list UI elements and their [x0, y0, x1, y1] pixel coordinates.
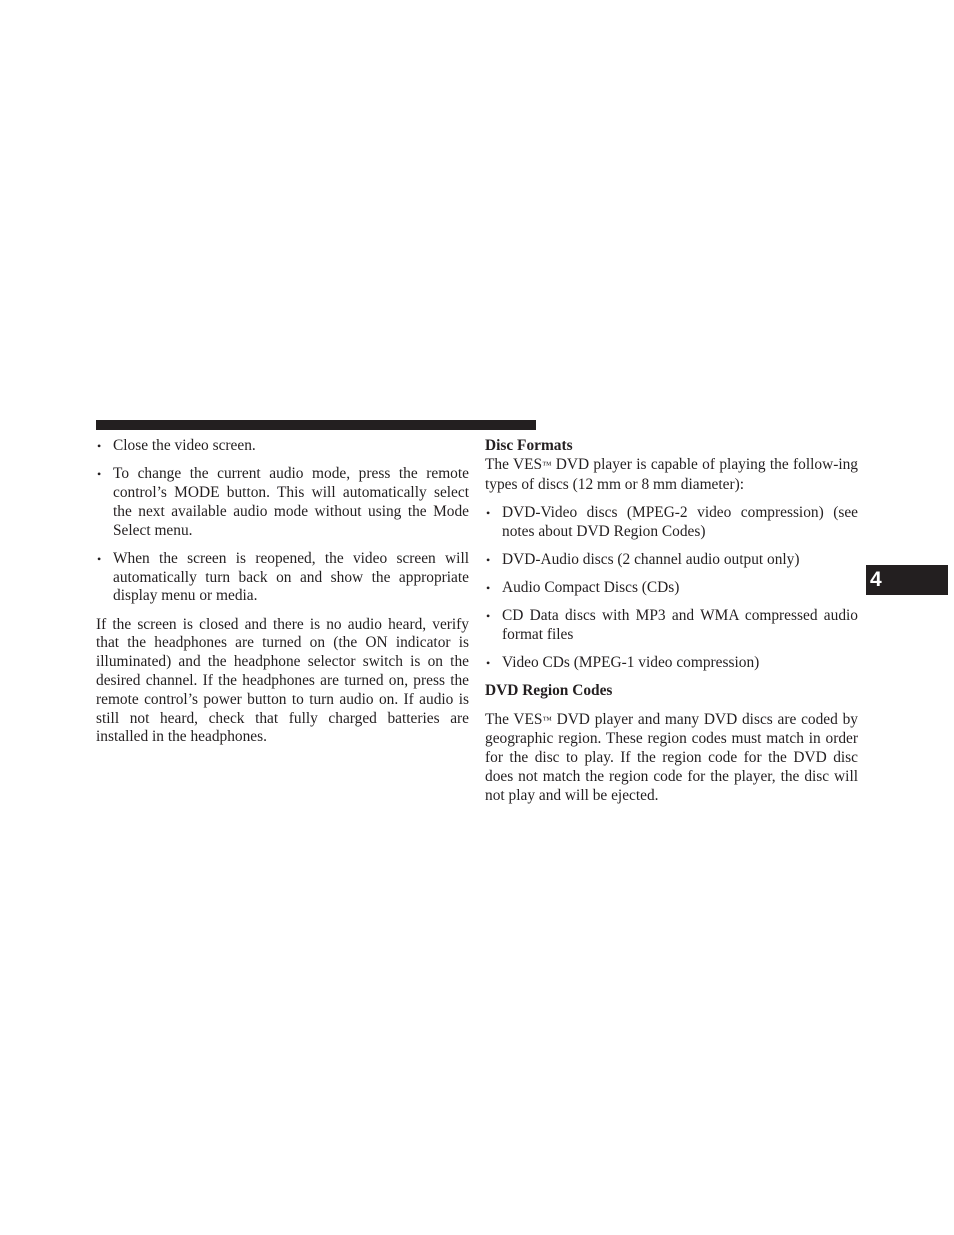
screen-close-steps-list — [96, 437, 469, 606]
list-item: • DVD-Audio discs (2 channel audio output only) — [485, 551, 858, 570]
intro-text-end: DVD player is capable of playing the follow-ing types of discs (12 mm or 8 mm diameter): — [485, 455, 858, 493]
list-item: • Video CDs (MPEG-1 video compression) — [485, 654, 858, 673]
region-codes-heading: DVD Region Codes — [485, 682, 613, 700]
header-rule — [96, 420, 536, 430]
list-item: • DVD-Video discs (MPEG-2 video compression) (see notes about DVD Region Codes) — [485, 504, 858, 542]
region-codes-body — [485, 711, 858, 806]
disc-formats-intro — [485, 456, 858, 495]
list-item: • Close the video screen. — [96, 437, 469, 456]
body-text-end: DVD player and many DVD discs are coded by geographic region. These region codes must match in order for the disc to play. If the region code for the DVD disc does not match the region code for the player, the disc will not play and will be ejected. — [485, 710, 858, 804]
list-item: • Audio Compact Discs (CDs) — [485, 579, 858, 598]
left-column — [96, 437, 469, 757]
chapter-number: 4 — [870, 568, 882, 591]
list-item: • CD Data discs with MP3 and WMA compressed audio format files — [485, 607, 858, 645]
intro-text-start: The VES — [485, 455, 543, 473]
chapter-tab — [866, 565, 948, 595]
right-column — [485, 437, 858, 815]
body-text-start: The VES — [485, 710, 543, 728]
trademark-symbol: ™ — [542, 715, 552, 726]
disc-formats-list — [485, 504, 858, 673]
list-item: • When the screen is reopened, the video screen will automatically turn back on and show the appropriate display menu or media. — [96, 550, 469, 606]
no-audio-paragraph: If the screen is closed and there is no audio heard, verify that the headphones are turned on (the ON indicator is illuminated) and the headphone selector switch is on the desired channel. If the headphones are turned on, press the remote control’s power button to turn audio on. If audio is still not heard, check that fully charged batteries are installed in the headphones. — [96, 615, 469, 746]
disc-formats-heading: Disc Formats — [485, 437, 573, 454]
list-item: • To change the current audio mode, press the remote control’s MODE button. This will automatically select the next available audio mode without using the Mode Select menu. — [96, 465, 469, 540]
trademark-symbol: ™ — [542, 460, 552, 471]
